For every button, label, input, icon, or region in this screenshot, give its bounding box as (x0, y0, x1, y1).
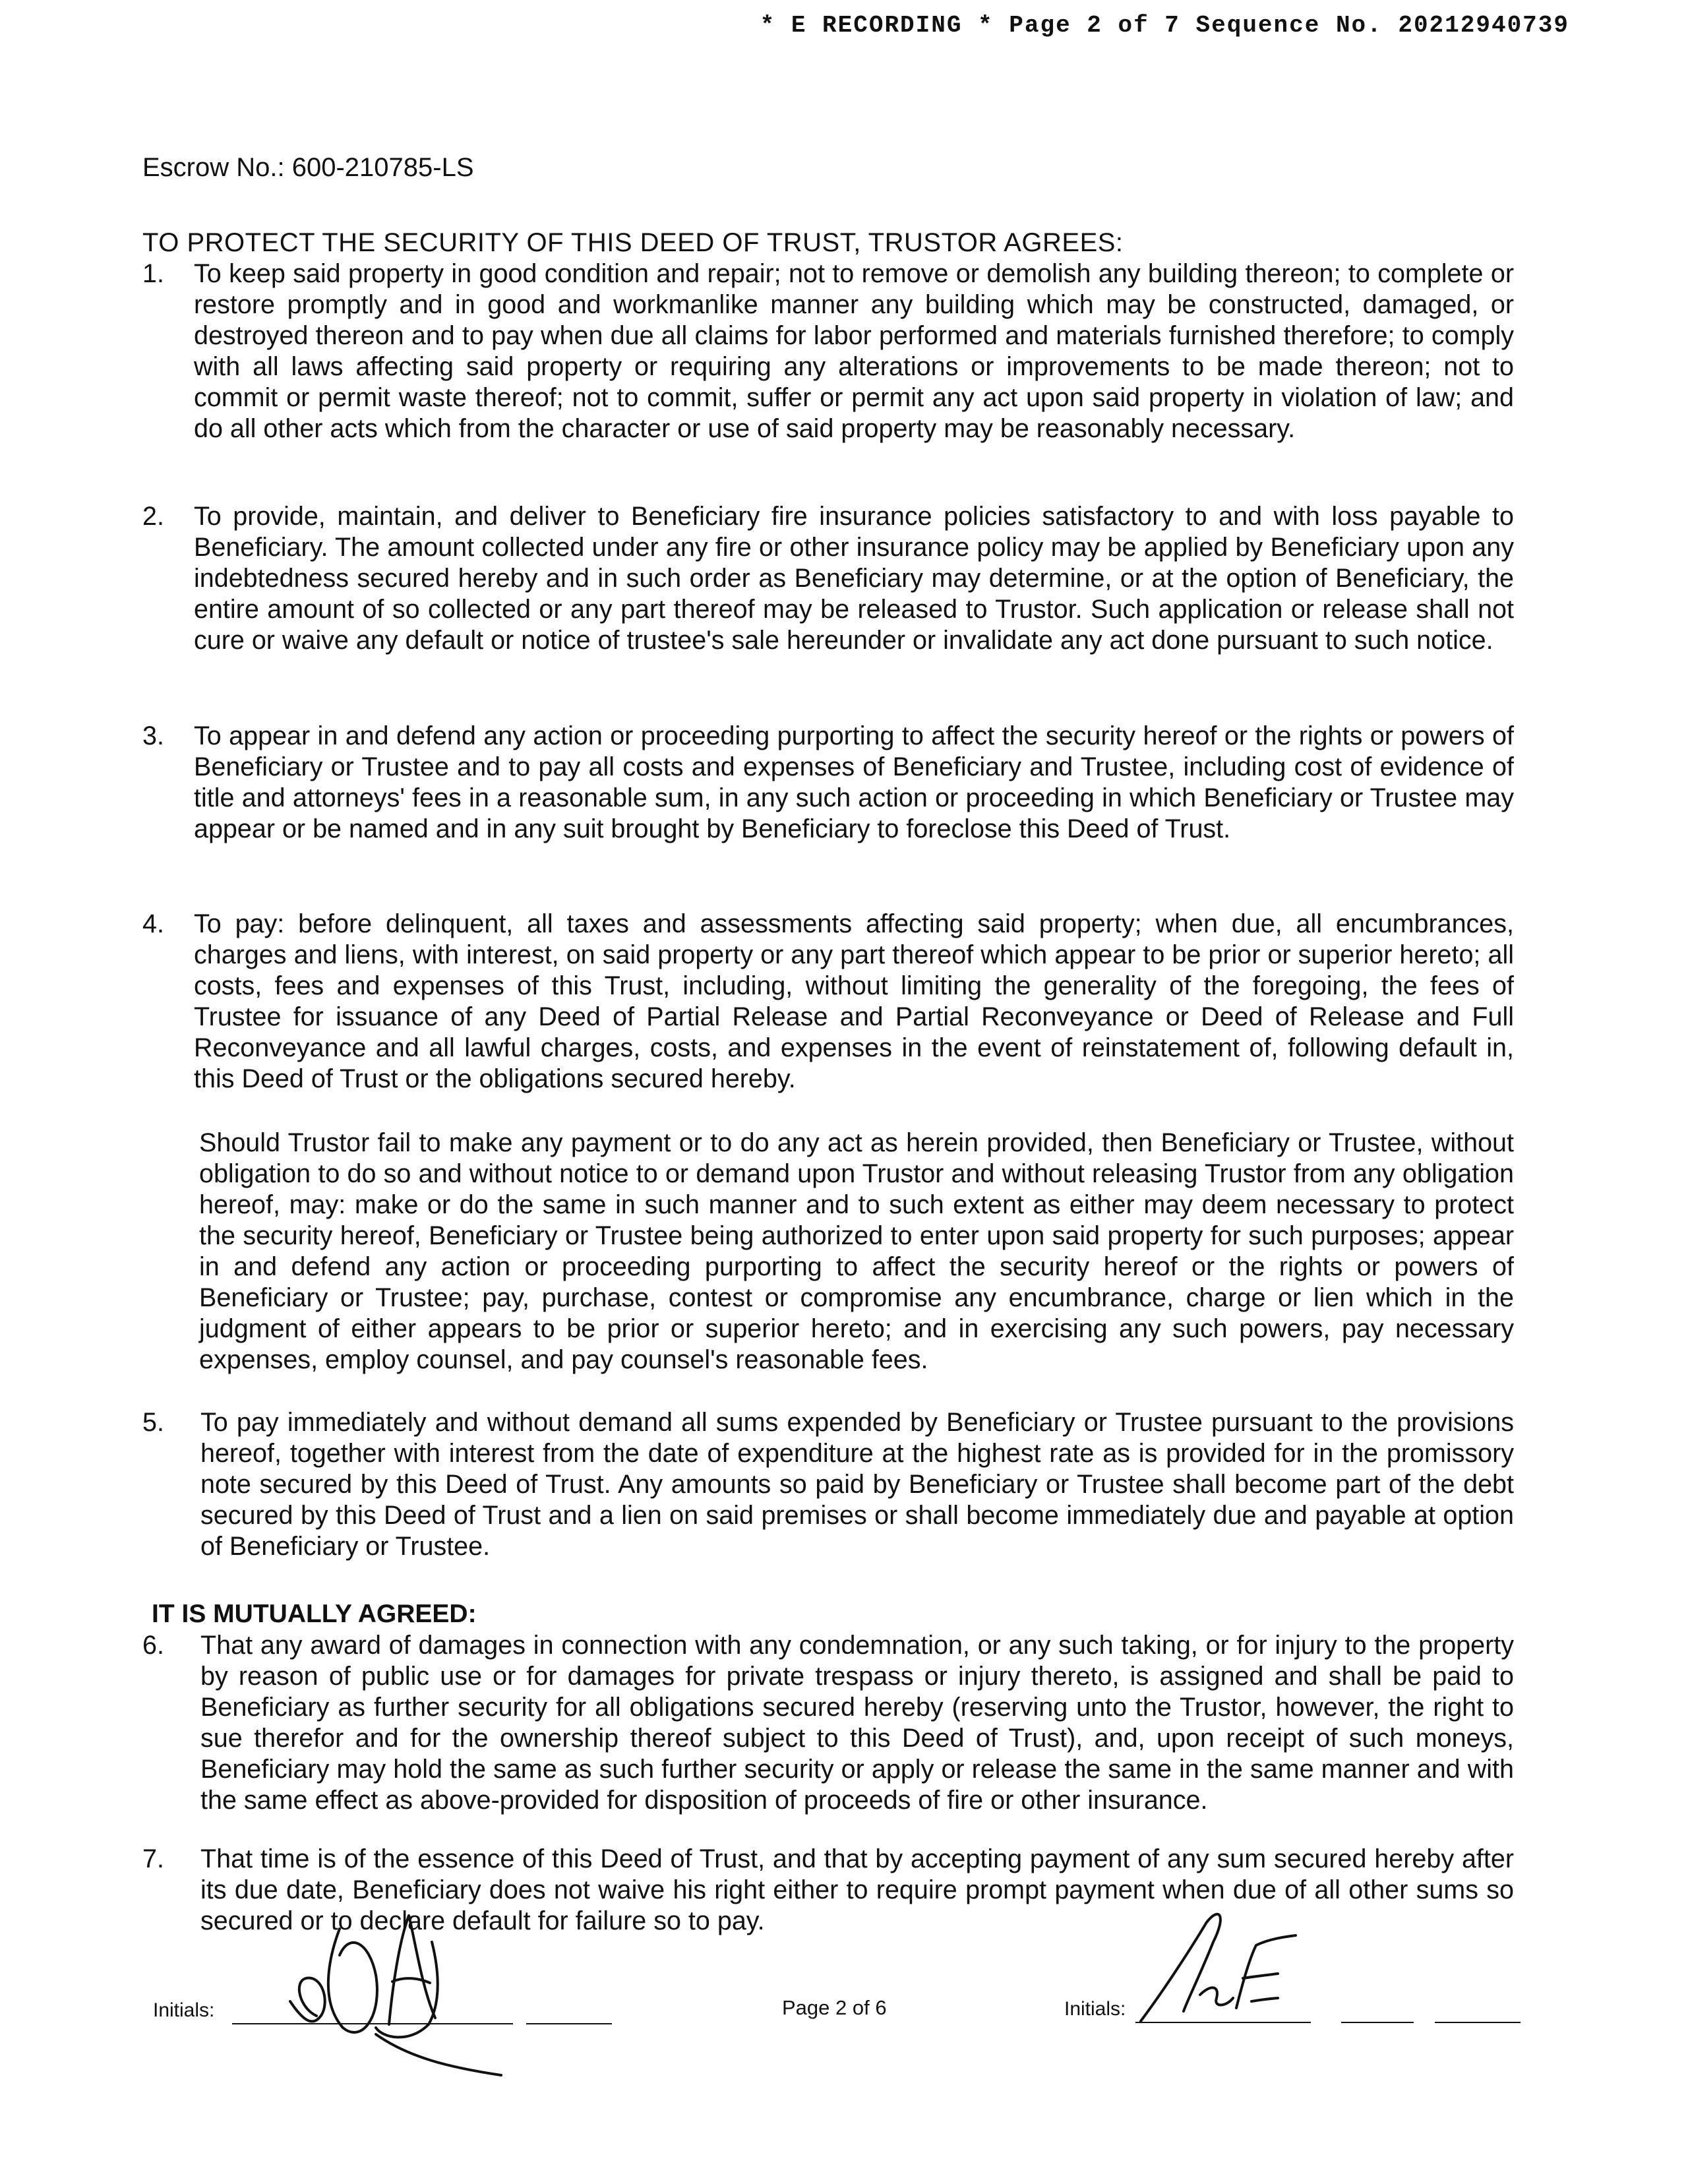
clause-3 (142, 721, 1514, 845)
escrow-number: Escrow No.: 600-210785-LS (142, 153, 474, 182)
clause-number: 1. (142, 259, 164, 288)
clause-number: 4. (142, 909, 164, 938)
initials-right-line-2 (1341, 2022, 1414, 2023)
clause-1 (142, 258, 1514, 444)
clause-text: To appear in and defend any action or proceeding purporting to affect the security hereof or the rights or powers of Beneficiary or Trustee and to pay all costs and expenses of Beneficiary and Trustee, including cost of evidence of title and attorneys' fees in a reasonable sum, in any such action or proceeding in which Beneficiary or Trustee may appear or be named and in any suit brought by Beneficiary to foreclose this Deed of Trust. (194, 721, 1514, 843)
clause-number: 6. (142, 1631, 164, 1660)
clause-text: To keep said property in good condition and repair; not to remove or demolish any building thereon; to complete or restore promptly and in good and workmanlike manner any building which may be constructed, damaged, or destroyed thereon and to pay when due all claims for labor performed and materials furnished therefore; to comply with all laws affecting said property or requiring any alterations or improvements to be made thereon; not to commit or permit waste thereof; not to commit, suffer or permit any act upon said property in violation of law; and do all other acts which from the character or use of said property may be reasonably necessary. (194, 259, 1514, 443)
initials-left-line-2 (526, 2023, 612, 2024)
clause-number: 2. (142, 502, 164, 531)
clause-6 (142, 1630, 1514, 1816)
clause-number: 7. (142, 1844, 164, 1873)
section-heading-mutually-agreed: IT IS MUTUALLY AGREED: (152, 1600, 477, 1628)
clause-text: That time is of the essence of this Deed of Trust, and that by accepting payment of any sum secured hereby after its due date, Beneficiary does not waive his right either to require prompt payment when due of all other sums so secured or to declare default for failure so to pay. (200, 1844, 1514, 1935)
clause-5 (142, 1407, 1514, 1562)
clause-text: That any award of damages in connection with any condemnation, or any such taking, or for injury to the property by reason of public use or for damages for private trespass or injury thereto, is assigned and shall be paid to Beneficiary as further security for all obligations secured hereby (reserving unto the Trustor, however, the right to sue therefor and for the ownership thereof subject to this Deed of Trust), and, upon receipt of such moneys, Beneficiary may hold the same as such further security or apply or release the same in the same manner and with the same effect as above-provided for disposition of proceeds of fire or other insurance. (200, 1631, 1514, 1815)
clause-number: 3. (142, 721, 164, 750)
recording-stamp: * E RECORDING * Page 2 of 7 Sequence No. 20212940739 (760, 12, 1569, 39)
initials-left-label: Initials: (153, 1999, 215, 2021)
page-number: Page 2 of 6 (782, 1996, 887, 2019)
clause-text: To pay: before delinquent, all taxes and assessments affecting said property; when due, all encumbrances, charges and liens, with interest, on said property or any part thereof which appear to be prior or superior hereto; all costs, fees and expenses of this Trust, including, without limiting the generality of the foregoing, the fees of Trustee for issuance of any Deed of Partial Release and Partial Reconveyance or Deed of Release and Full Reconveyance and all lawful charges, costs, and expenses in the event of reinstatement of, following default in, this Deed of Trust or the obligations secured hereby. (194, 909, 1514, 1093)
initials-right-line-1 (1135, 2022, 1311, 2023)
initials-right-label: Initials: (1064, 1998, 1126, 2020)
clause-2 (142, 501, 1514, 656)
initials-right-line-3 (1435, 2022, 1521, 2023)
section-heading-trustor-agrees: TO PROTECT THE SECURITY OF THIS DEED OF TRUST, TRUSTOR AGREES: (142, 228, 1124, 257)
handwritten-initials-right (1121, 1902, 1319, 2021)
handwritten-initials-left (277, 1902, 514, 2080)
clause-4 (142, 909, 1514, 1095)
clause-text: To pay immediately and without demand all sums expended by Beneficiary or Trustee pursuant to the provisions hereof, together with interest from the date of expenditure at the highest rate as is provided for in the promissory note secured by this Deed of Trust. Any amounts so paid by Beneficiary or Trustee shall become part of the debt secured by this Deed of Trust and a lien on said premises or shall become immediately due and payable at option of Beneficiary or Trustee. (200, 1408, 1514, 1561)
clause-text: To provide, maintain, and deliver to Beneficiary fire insurance policies satisfactory to and with loss payable to Beneficiary. The amount collected under any fire or other insurance policy may be applied by Beneficiary upon any indebtedness secured hereby and in such order as Beneficiary may determine, or at the option of Beneficiary, the entire amount of so collected or any part thereof may be released to Trustor. Such application or release shall not cure or waive any default or notice of trustee's sale hereunder or invalidate any act done pursuant to such notice. (194, 502, 1514, 655)
clause-number: 5. (142, 1408, 164, 1437)
clause-4-continuation: Should Trustor fail to make any payment or to do any act as herein provided, then Beneficiary or Trustee, without obligation to do so and without notice to or demand upon Trustor and without releasing Trustor from any obligation hereof, may: make or do the same in such manner and to such extent as either may deem necessary to protect the security hereof, Beneficiary or Trustee being authorized to enter upon said property for such purposes; appear in and defend any action or proceeding purporting to affect the security hereof or the rights or powers of Beneficiary or Trustee; pay, purchase, contest or compromise any encumbrance, charge or lien which in the judgment of either appears to be prior or superior hereto; and in exercising any such powers, pay necessary expenses, employ counsel, and pay counsel's reasonable fees. (199, 1128, 1514, 1374)
